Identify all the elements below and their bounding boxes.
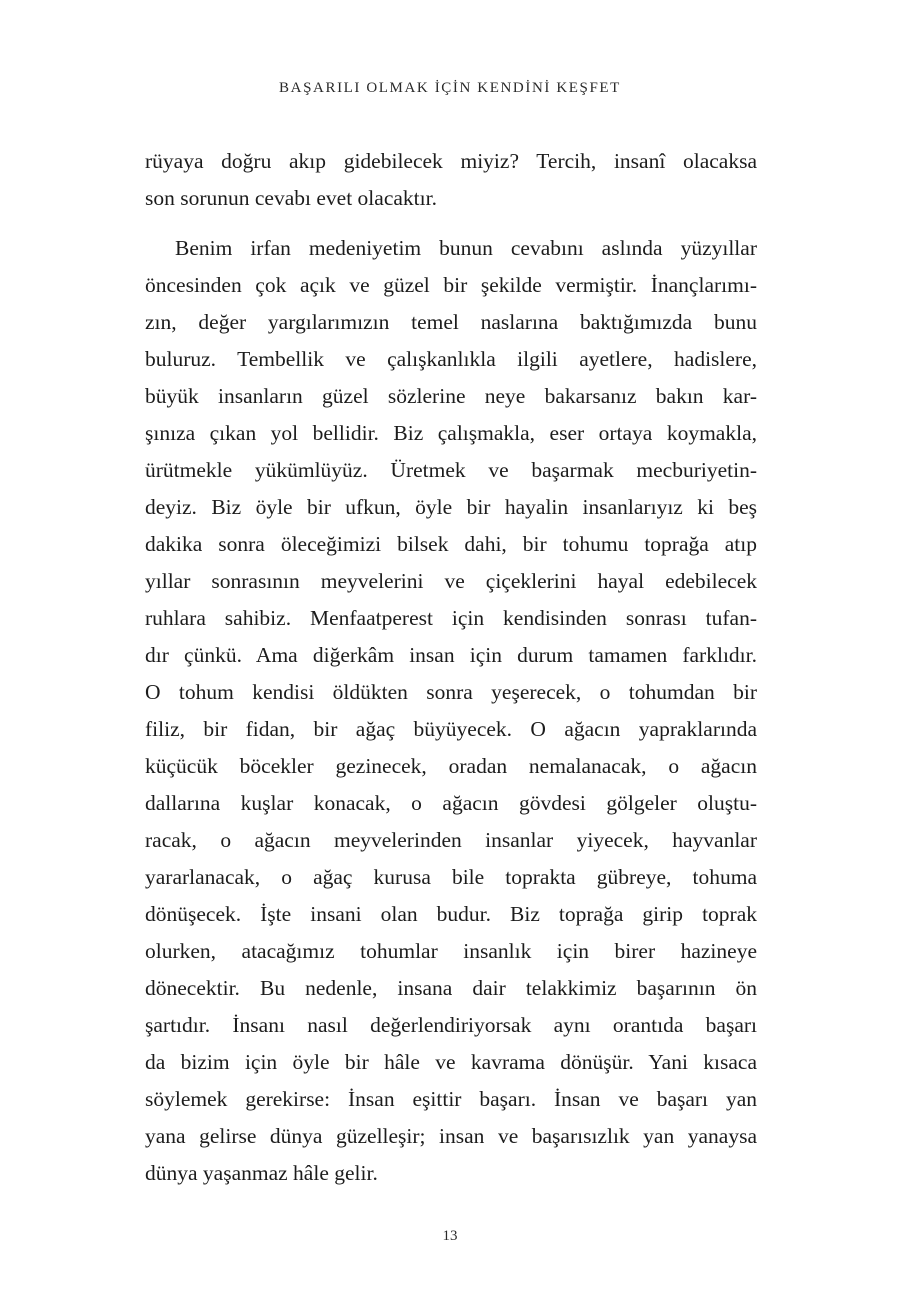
text-line: Benim irfan medeniyetim bunun cevabını aslında yüzyıllar bbox=[175, 236, 757, 260]
text-line: dakika sonra öleceğimizi bilsek dahi, bir tohumu toprağa atıp bbox=[145, 532, 757, 556]
text-line: ruhlara sahibiz. Menfaatperest için kendisinden sonrası tufan- bbox=[145, 606, 757, 630]
text-line: öncesinden çok açık ve güzel bir şekilde vermiştir. İnançlarımı- bbox=[145, 273, 757, 297]
text-line: şartıdır. İnsanı nasıl değerlendiriyorsak aynı orantıda başarı bbox=[145, 1013, 757, 1037]
text-line: yararlanacak, o ağaç kurusa bile toprakta gübreye, tohuma bbox=[145, 865, 757, 889]
text-line: olurken, atacağımız tohumlar insanlık için birer hazineye bbox=[145, 939, 757, 963]
text-line: son sorunun cevabı evet olacaktır. bbox=[145, 186, 437, 210]
text-line: söylemek gerekirse: İnsan eşittir başarı. İnsan ve başarı yan bbox=[145, 1087, 757, 1111]
text-line: buluruz. Tembellik ve çalışkanlıkla ilgili ayetlere, hadislere, bbox=[145, 347, 757, 371]
paragraph-main bbox=[145, 230, 757, 1192]
text-line: yana gelirse dünya güzelleşir; insan ve başarısızlık yan yanaysa bbox=[145, 1124, 757, 1148]
text-line: dönüşecek. İşte insani olan budur. Biz toprağa girip toprak bbox=[145, 902, 757, 926]
text-line: büyük insanların güzel sözlerine neye bakarsanız bakın kar- bbox=[145, 384, 757, 408]
paragraph-continuation bbox=[145, 143, 757, 217]
text-line: dır çünkü. Ama diğerkâm insan için durum tamamen farklıdır. bbox=[145, 643, 757, 667]
text-line: racak, o ağacın meyvelerinden insanlar yiyecek, hayvanlar bbox=[145, 828, 757, 852]
text-line: küçücük böcekler gezinecek, oradan nemalanacak, o ağacın bbox=[145, 754, 757, 778]
text-line: dünya yaşanmaz hâle gelir. bbox=[145, 1161, 378, 1185]
running-header: BAŞARILI OLMAK İÇİN KENDİNİ KEŞFET bbox=[279, 80, 621, 96]
text-line: deyiz. Biz öyle bir ufkun, öyle bir hayalin insanlarıyız ki beş bbox=[145, 495, 757, 519]
text-line: da bizim için öyle bir hâle ve kavrama dönüşür. Yani kısaca bbox=[145, 1050, 757, 1074]
text-line: ürütmekle yükümlüyüz. Üretmek ve başarmak mecburiyetin- bbox=[145, 458, 757, 482]
text-line: zın, değer yargılarımızın temel naslarına baktığımızda bunu bbox=[145, 310, 757, 334]
text-line: filiz, bir fidan, bir ağaç büyüyecek. O ağacın yapraklarında bbox=[145, 717, 757, 741]
text-line: O tohum kendisi öldükten sonra yeşerecek, o tohumdan bir bbox=[145, 680, 757, 704]
text-line: rüyaya doğru akıp gidebilecek miyiz? Tercih, insanî olacaksa bbox=[145, 149, 757, 173]
text-line: dallarına kuşlar konacak, o ağacın gövdesi gölgeler oluştu- bbox=[145, 791, 757, 815]
text-line: dönecektir. Bu nedenle, insana dair telakkimiz başarının ön bbox=[145, 976, 757, 1000]
text-line: yıllar sonrasının meyvelerini ve çiçeklerini hayal edebilecek bbox=[145, 569, 757, 593]
page-number: 13 bbox=[442, 1228, 458, 1244]
text-line: şınıza çıkan yol bellidir. Biz çalışmakla, eser ortaya koymakla, bbox=[145, 421, 757, 445]
